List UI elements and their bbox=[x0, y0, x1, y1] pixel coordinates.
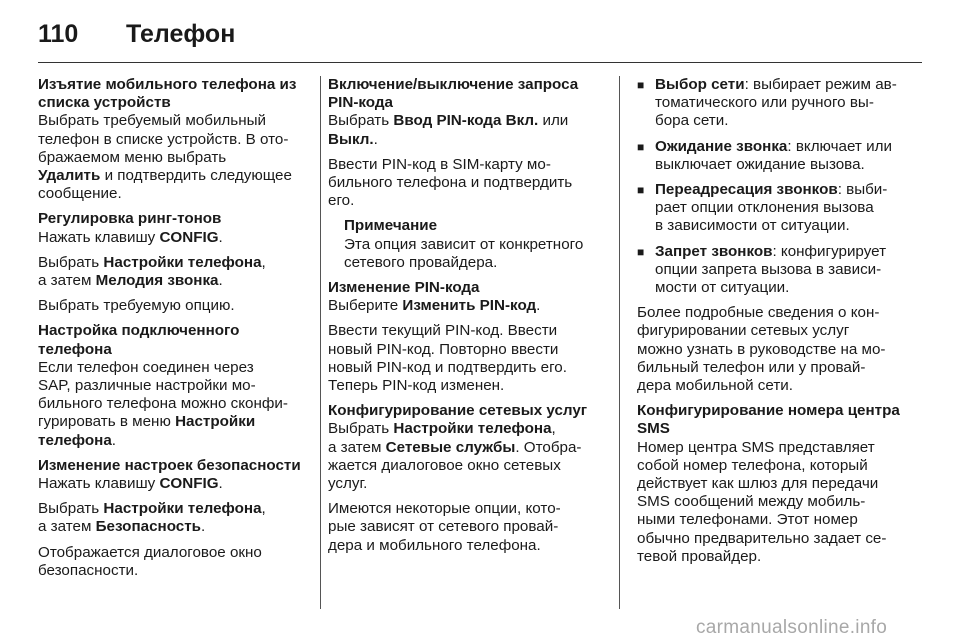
text-line: сообщение. bbox=[38, 185, 122, 203]
text-line: Теперь PIN-код изменен. bbox=[328, 377, 505, 395]
bullet-square-icon: ■ bbox=[637, 78, 645, 92]
note-heading: Примечание bbox=[344, 217, 438, 235]
paragraph-gap bbox=[38, 290, 300, 297]
page-header bbox=[38, 14, 922, 63]
text-line bbox=[38, 432, 300, 450]
bullet-item bbox=[637, 76, 903, 94]
text-run: или bbox=[538, 112, 569, 130]
text-line bbox=[328, 420, 590, 438]
text-line bbox=[38, 475, 300, 493]
text-line bbox=[38, 500, 300, 518]
watermark: carmanualsonline.info bbox=[696, 617, 888, 638]
text-line: новый PIN-код. Повторно ввести bbox=[328, 340, 559, 358]
text-run: , bbox=[261, 253, 266, 271]
text-run: . bbox=[111, 431, 116, 449]
text-run: . Отобра- bbox=[515, 438, 582, 456]
text-run: а затем bbox=[38, 272, 96, 290]
text-run: Выбрать bbox=[38, 253, 104, 271]
text-line: новый PIN-код и подтвердить его. bbox=[328, 358, 567, 376]
text-line: Выбрать требуемый мобильный bbox=[38, 112, 266, 130]
menu-term: CONFIG bbox=[159, 475, 219, 493]
menu-term: Безопасность bbox=[95, 518, 201, 536]
menu-term: Выбор сети bbox=[655, 76, 745, 93]
text-run: . bbox=[218, 475, 223, 493]
text-line: телефон в списке устройств. В ото- bbox=[38, 130, 289, 148]
note-text: сетевого провайдера. bbox=[344, 253, 498, 271]
bullet-continuation: томатического или ручного вы- bbox=[655, 94, 874, 112]
text-line bbox=[38, 229, 300, 247]
text-run: : включает или bbox=[787, 137, 892, 155]
section-heading: PIN-кода bbox=[328, 94, 393, 112]
text-line: тевой провайдер. bbox=[637, 547, 762, 565]
text-line: жается диалоговое окно сетевых bbox=[328, 456, 561, 474]
text-run: : выбирает режим ав- bbox=[744, 76, 897, 93]
bullet-continuation: рает опции отклонения вызова bbox=[655, 199, 874, 217]
bullet-continuation: выключает ожидание вызова. bbox=[655, 155, 865, 173]
text-line bbox=[328, 131, 590, 149]
paragraph-gap bbox=[38, 450, 300, 457]
paragraph-gap bbox=[38, 537, 300, 544]
menu-term: Ожидание звонка bbox=[655, 137, 788, 155]
text-line bbox=[38, 272, 300, 290]
menu-term: Удалить bbox=[38, 167, 101, 185]
text-run: : выби- bbox=[837, 181, 888, 199]
text-line: SMS сообщений между мобиль- bbox=[637, 493, 866, 511]
text-line: Номер центра SMS представляет bbox=[637, 438, 875, 456]
text-line: его. bbox=[328, 192, 355, 210]
text-line: Имеются некоторые опции, кото- bbox=[328, 500, 561, 518]
column-divider bbox=[619, 76, 620, 609]
text-line: SAP, различные настройки мо- bbox=[38, 377, 256, 395]
text-line: можно узнать в руководстве на мо- bbox=[637, 340, 886, 358]
text-line bbox=[38, 413, 300, 431]
paragraph-gap bbox=[328, 210, 590, 217]
bullet-square-icon: ■ bbox=[637, 183, 645, 198]
menu-term: Изменить PIN-код bbox=[402, 297, 537, 315]
menu-term: Сетевые службы bbox=[385, 438, 516, 456]
text-line: услуг. bbox=[328, 475, 368, 493]
bullet-item bbox=[637, 181, 903, 199]
menu-term: Мелодия звонка bbox=[95, 272, 219, 290]
text-run: Нажать клавишу bbox=[38, 228, 160, 246]
text-line bbox=[38, 167, 300, 185]
text-line: безопасности. bbox=[38, 561, 139, 579]
paragraph-gap bbox=[637, 174, 903, 181]
text-line: бильного телефона можно сконфи- bbox=[38, 395, 288, 413]
menu-term: телефона bbox=[38, 431, 112, 449]
section-heading: SMS bbox=[637, 420, 670, 438]
menu-term: CONFIG bbox=[159, 228, 219, 246]
page-number: 110 bbox=[38, 20, 79, 48]
paragraph-gap bbox=[38, 493, 300, 500]
text-line: ными телефонами. Этот номер bbox=[637, 511, 858, 529]
text-line: Ввести текущий PIN-код. Ввести bbox=[328, 322, 558, 340]
text-line bbox=[38, 254, 300, 272]
text-run: , bbox=[261, 500, 266, 518]
menu-term: Настройки bbox=[175, 413, 256, 431]
text-run: . bbox=[218, 272, 223, 290]
paragraph-gap bbox=[328, 315, 590, 322]
paragraph-gap bbox=[38, 315, 300, 322]
text-line bbox=[38, 518, 300, 536]
bullet-continuation: бора сети. bbox=[655, 112, 729, 130]
text-run: . bbox=[201, 518, 206, 536]
menu-term: Переадресация звонков bbox=[655, 181, 838, 199]
text-run: Выбрать bbox=[38, 500, 104, 518]
section-heading: Изменение PIN-кода bbox=[328, 279, 480, 297]
menu-term: Настройки телефона bbox=[393, 420, 552, 438]
menu-term: Ввод PIN-кода Вкл. bbox=[393, 112, 539, 130]
text-line: Более подробные сведения о кон- bbox=[637, 304, 880, 322]
text-line bbox=[328, 297, 590, 315]
paragraph-gap bbox=[637, 395, 903, 402]
paragraph-gap bbox=[38, 247, 300, 254]
text-line: собой номер телефона, который bbox=[637, 456, 868, 474]
text-column-middle bbox=[328, 76, 590, 555]
menu-term: Выкл. bbox=[328, 130, 374, 148]
text-line: бильного телефона и подтвердить bbox=[328, 174, 573, 192]
text-run: и подтвердить следующее bbox=[100, 167, 292, 185]
section-heading: списка устройств bbox=[38, 94, 171, 112]
text-run: а затем bbox=[328, 438, 386, 456]
section-heading: Настройка подключенного bbox=[38, 322, 240, 340]
text-run: . bbox=[536, 297, 541, 315]
text-line bbox=[328, 112, 590, 130]
bullet-continuation: мости от ситуации. bbox=[655, 279, 790, 297]
paragraph-gap bbox=[637, 236, 903, 243]
menu-term: Настройки телефона bbox=[103, 253, 262, 271]
text-run: Нажать клавишу bbox=[38, 475, 160, 493]
paragraph-gap bbox=[328, 149, 590, 156]
bullet-item bbox=[637, 243, 903, 261]
text-run: Выбрать bbox=[328, 420, 394, 438]
bullet-square-icon: ■ bbox=[637, 139, 645, 154]
text-column-left bbox=[38, 76, 300, 580]
text-line: обычно предварительно задает се- bbox=[637, 529, 887, 547]
text-line: бражаемом меню выбрать bbox=[38, 148, 227, 166]
paragraph-gap bbox=[38, 203, 300, 210]
section-heading: Регулировка ринг-тонов bbox=[38, 210, 222, 228]
text-column-right bbox=[637, 76, 903, 566]
text-run: : конфигурирует bbox=[772, 242, 887, 260]
menu-term: Запрет звонков bbox=[655, 242, 773, 260]
section-heading: Конфигурирование сетевых услуг bbox=[328, 402, 588, 420]
text-line: Ввести PIN-код в SIM-карту мо- bbox=[328, 155, 551, 173]
text-run: . bbox=[218, 228, 223, 246]
text-line: бильный телефон или у провай- bbox=[637, 358, 866, 376]
text-run: гурировать в меню bbox=[38, 413, 176, 431]
paragraph-gap bbox=[328, 272, 590, 279]
section-heading: телефона bbox=[38, 340, 112, 358]
page-title: Телефон bbox=[126, 20, 236, 48]
text-run: Выберите bbox=[328, 297, 403, 315]
bullet-item bbox=[637, 138, 903, 156]
text-run: , bbox=[551, 420, 556, 438]
column-divider bbox=[320, 76, 321, 609]
bullet-continuation: в зависимости от ситуации. bbox=[655, 217, 850, 235]
text-run: . bbox=[373, 130, 378, 148]
paragraph-gap bbox=[328, 395, 590, 402]
paragraph-gap bbox=[328, 493, 590, 500]
section-heading: Изменение настроек безопасности bbox=[38, 456, 301, 474]
text-line: Если телефон соединен через bbox=[38, 358, 254, 376]
text-line: дера мобильной сети. bbox=[637, 377, 793, 395]
bullet-continuation: опции запрета вызова в зависи- bbox=[655, 260, 882, 278]
note-text: Эта опция зависит от конкретного bbox=[344, 235, 584, 253]
text-line: действует как шлюз для передачи bbox=[637, 475, 879, 493]
section-heading: Изъятие мобильного телефона из bbox=[38, 76, 297, 93]
text-line: Отображается диалоговое окно bbox=[38, 543, 262, 561]
text-line: дера и мобильного телефона. bbox=[328, 536, 541, 554]
bullet-square-icon: ■ bbox=[637, 244, 645, 259]
text-line: фигурировании сетевых услуг bbox=[637, 322, 850, 340]
section-heading: Конфигурирование номера центра bbox=[637, 402, 900, 420]
section-heading: Включение/выключение запроса bbox=[328, 76, 579, 93]
text-line bbox=[328, 439, 590, 457]
menu-term: Настройки телефона bbox=[103, 500, 262, 518]
text-run: а затем bbox=[38, 518, 96, 536]
paragraph-gap bbox=[637, 297, 903, 304]
text-run: Выбрать bbox=[328, 112, 394, 130]
text-line: Выбрать требуемую опцию. bbox=[38, 297, 235, 315]
paragraph-gap bbox=[637, 131, 903, 138]
text-line: рые зависят от сетевого провай- bbox=[328, 518, 559, 536]
